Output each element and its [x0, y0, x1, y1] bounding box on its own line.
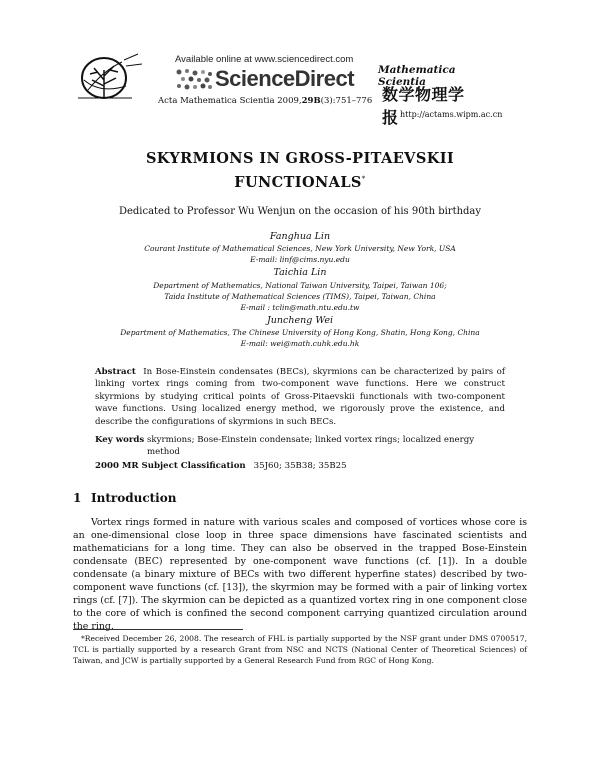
- author-affiliation: Courant Institute of Mathematical Sciences, New York University, New York, USA: [144, 244, 456, 253]
- sciencedirect-logo: [173, 66, 373, 92]
- section-number: 1: [73, 491, 82, 505]
- paper-title-line1: SKYRMIONS IN GROSS-PITAEVSKII: [145, 150, 455, 167]
- journal-url[interactable]: http://actams.wipm.ac.cn: [400, 110, 503, 119]
- author-email[interactable]: E-mail: linf@cims.nyu.edu: [250, 255, 350, 264]
- elsevier-tree-logo: [74, 50, 150, 106]
- author-email[interactable]: E-mail: wei@math.cuhk.edu.hk: [240, 339, 360, 348]
- keywords-label: Key words: [95, 435, 145, 445]
- author-affiliation: Department of Mathematics, The Chinese University of Hong Kong, Shatin, Hong Kong, China: [120, 328, 480, 337]
- footnote: *Received December 26, 2008. The research of FHL is partially supported by the NSF grant under DMS 0700517, TCL is partially supported by a research Grant from NSC and NCTS (National Center of Theoretical Sciences) of Taiwan, and JCW is partially supported by a General Research Fund from RGC of Hong Kong.: [73, 634, 527, 666]
- journal-citation: [158, 96, 398, 106]
- paper-title-line2: [0, 174, 600, 191]
- author-name: Juncheng Wei: [267, 315, 333, 326]
- abstract: [95, 366, 505, 428]
- dedication: Dedicated to Professor Wu Wenjun on the occasion of his 90th birthday: [118, 206, 482, 217]
- section-title: Introduction: [91, 491, 177, 505]
- section-heading: [73, 491, 176, 505]
- abstract-text: In Bose-Einstein condensates (BECs), skyrmions can be characterized by pairs of linking vortex rings coming from two-component wave functions. Here we construct skyrmions by studying critical points of Gross-Pitaevskii functionals with two-component wave functions. Using localized energy method, we rigorously prove the existence, and describe the configurations of skyrmions in such BECs.: [95, 367, 505, 427]
- footnote-rule: [73, 629, 243, 630]
- citation-suffix: (3):751–776: [320, 96, 373, 106]
- citation-prefix: Acta Mathematica Scientia 2009,: [158, 96, 302, 106]
- keywords-text: skyrmions; Bose-Einstein condensate; linked vortex rings; localized energy method: [147, 435, 475, 458]
- author-affiliation: Department of Mathematics, National Taiwan University, Taipei, Taiwan 106;: [153, 281, 447, 290]
- msc-classification: [95, 461, 505, 471]
- author-name: Taichia Lin: [273, 267, 327, 278]
- citation-volume: 29B: [301, 96, 321, 106]
- author-email[interactable]: E-mail : tclin@math.ntu.edu.tw: [240, 303, 360, 312]
- msc-label: 2000 MR Subject Classification: [95, 461, 246, 471]
- sciencedirect-dots-icon: [173, 66, 213, 92]
- journal-logo-latin: Mathematica Scientia: [378, 64, 456, 88]
- journal-logo-chinese: 数学物理学报: [382, 85, 465, 127]
- author-affiliation: Taida Institute of Mathematical Sciences (TIMS), Taipei, Taiwan, China: [164, 292, 436, 301]
- available-online-text: Available online at www.sciencedirect.com: [175, 54, 354, 65]
- paper-title-text: FUNCTIONALS: [234, 174, 362, 191]
- sciencedirect-wordmark: ScienceDirect: [215, 66, 355, 91]
- abstract-label: Abstract: [95, 367, 136, 377]
- author-name: Fanghua Lin: [269, 231, 331, 242]
- title-footnote-mark: *: [361, 175, 366, 184]
- msc-codes: 35J60; 35B38; 35B25: [253, 461, 347, 471]
- intro-paragraph: Vortex rings formed in nature with various scales and composed of vortices whose core is an one-dimensional close loop in three space dimensions have fascinated scientists and mathematicians for a long time. They can also be observed in the trapped Bose-Einstein condensate (BEC) represented by one-component wave functions (cf. [1]). In a double condensate (a binary mixture of BECs with two different hyperfine states) described by two-component wave functions (cf. [13]), the skyrmion may be formed with a pair of linking vortex rings (cf. [7]). The skyrmion can be depicted as a quantized vortex ring in one component close to the core of which is confined the second component carrying quantized circulation around the ring.: [73, 517, 527, 632]
